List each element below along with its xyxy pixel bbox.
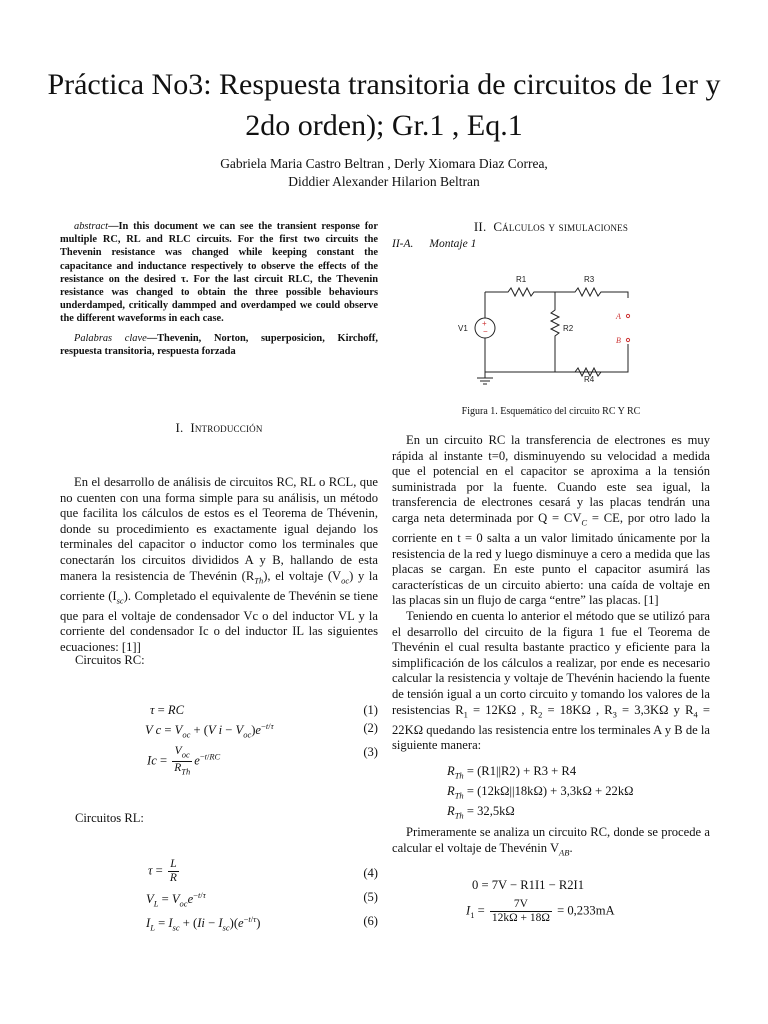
kvl-text: 0 = 7V − R1I1 − R2I1 (472, 878, 585, 892)
rth-equation-3: = 32,5kΩ (466, 804, 515, 818)
svg-text:+: + (482, 319, 487, 328)
equation-5: $V_L = V_{oc}e^{-t/\tau}$ (5) (146, 890, 378, 909)
keywords-paragraph (60, 332, 378, 358)
equation-number: (4) (363, 866, 378, 880)
equation-6: $I_L = I_{sc} + (Ii - I_{sc})(e^{-t/\tau})$ (6) (146, 914, 378, 933)
thev-text-d: = 3,3KΩ y R (616, 702, 694, 717)
vth-text-end: . (569, 840, 573, 855)
section-heading-calculos (392, 219, 710, 235)
section-heading-intro (60, 420, 378, 436)
intro-text-d: ). Completado el equivalente de Thevénin se tiene que para el voltaje de condensador Vc o del inductor VL y la corriente del condensador Ic o del inductor IL las siguientes ecuaciones: [1]] (60, 588, 378, 654)
section-title: Cálculos y simulaciones (493, 219, 629, 234)
rc-label: Circuitos RC: (75, 653, 145, 667)
abstract-label: abstract (74, 221, 109, 232)
intro-paragraph: En el desarrollo de análisis de circuitos RC, RL o RCL, que no cuenten con una forma simple para su análisis, un método que facilita los cálculos de estos es el Teorema de Thévenin, donde su procedimiento es exactamente igual dejando los terminales del capacitor o inductor como los terminales que conectarán los circuitos divididos A y B, hallando de esta manera la resistencia de Thevénin $(R_{Th})$, el voltaje $(V_{oc})$ y la corriente $(I_{sc})$. Completado el equivalente de Thevénin se tiene que para el voltaje de condensador Vc o del inductor VL y la corriente del condensador Ic o del inductor IL las siguientes ecuaciones: [1]] (60, 475, 378, 654)
i1-equation: $I_1$ = $\frac{7V}{12k\Omega + 18\Omega}$ = 0,233mA (466, 898, 615, 924)
i1-denominator: 12kΩ + 18Ω (491, 912, 550, 924)
vth-text: Primeramente se analiza un circuito RC, donde se procede a calcular el voltaje de Thevénin V (392, 825, 710, 855)
label-v1: V1 (458, 324, 468, 333)
rth-equation-2: = (12kΩ||18kΩ) + 3,3kΩ + 22kΩ (466, 784, 634, 798)
keywords-label: Palabras clave (74, 332, 147, 344)
equation-number: (3) (363, 745, 378, 759)
rc-paragraph-1: En un circuito RC la transferencia de electrones es muy rápida al instante t=0, disminuyendo su velocidad a medida que el potencial en el capacitor se aproxima a la tensión suministrada por la fuente. Cuando este sea igual, la transferencia de electrones cesará y las placas tendrán una carga neta determinada por $Q = CV_C$ = CE, por otro lado la corriente en t = 0 salta a un valor limitado únicamente por la resistencia de la red y luego disminuye a cero a medida que las placas se cargan. En este punto el capacitor asumirá las características de un circuito abierto: una caída de voltaje en las placas sin un flujo de carga “entre” las placas. [1] (392, 433, 710, 608)
equation-number: (6) (363, 914, 378, 928)
label-r1: R1 (516, 275, 527, 284)
label-r2: R2 (563, 324, 574, 333)
subsection-number: II-A. (392, 238, 414, 250)
terminal-a: A (616, 312, 621, 321)
thev-text-a: Teniendo en cuenta lo anterior el método que se utilizó para el desarrollo del circuito de la figura 1 fue el Teorema de Thevénin el cual resulta bastante practico y eficiente para la simplificación de los cálculos a realizar, por ende es necesario calcular la resistencia y voltaje de Thevénin haciendo la fuente de tensión igual a un corto circuito y tomando los valores de la resistencias R (392, 609, 710, 717)
rc-para-text-a: En un circuito RC la transferencia de electrones es muy rápida al instante t=0, disminuyendo su velocidad a medida que el potencial en el capacitor se aproxima a la tensión suministrada por la fuente. Cuando este sea igual, la transferencia de electrones cesará y las placas tendrán una carga neta determinada por Q = CV (392, 433, 710, 525)
rl-label: Circuitos RL: (75, 811, 144, 825)
label-r3: R3 (584, 275, 595, 284)
equation-3: Ic = $\frac{V_{oc}}{R_{Th}}$ $e^{-t/RC}$ (3) (147, 745, 378, 777)
keywords-text: —Thevenin, Norton, superposicion, Kirchoff, respuesta transitoria, respuesta forzada (60, 332, 378, 357)
equation-1: τ = RC (1) (150, 703, 378, 717)
equation-number: (2) (363, 721, 378, 735)
thev-text-c: = 18KΩ , R (542, 702, 613, 717)
equation-number: (1) (363, 703, 378, 717)
rc-para-text-b: = CE, por otro lado la corriente en t = 0 salta a un valor limitado únicamente por la resistencia de la red y luego disminuye a cero a medida que las placas se cargan. En este punto el capacitor asumirá las características de un circuito abierto: una caída de voltaje en las placas sin un flujo de carga “entre” las placas. [1] (392, 510, 710, 608)
terminal-b: B (616, 336, 621, 345)
abstract (60, 220, 378, 364)
authors-line-1: Gabriela Maria Castro Beltran , Derly Xiomara Diaz Correa, (220, 156, 548, 171)
intro-text-c: ) y la corriente (I (60, 568, 378, 603)
rth-equation-1: = (R1||R2) + R3 + R4 (466, 764, 577, 778)
thev-text-b: = 12KΩ , R (467, 702, 539, 717)
thevenin-paragraph: Teniendo en cuenta lo anterior el método que se utilizó para el desarrollo del circuito de la figura 1 fue el Teorema de Thevénin el cual resulta bastante practico y eficiente para la simplificación de los cálculos a realizar, por ende es necesario calcular la resistencia y voltaje de Thevénin haciendo la fuente de tensión igual a un corto circuito y tomando los valores de la resistencias $R_1 = 12K\Omega$ , $R_2 = 18K\Omega$ , $R_3 = 3,3K\Omega$ y $R_4 = 22K\Omega$ quedando las resistencia entre los terminales A y B de la siguiente manera: (392, 609, 710, 753)
svg-text:−: − (483, 327, 488, 336)
equation-number: (5) (363, 890, 378, 904)
label-r4: R4 (584, 375, 595, 384)
subsection-title: Montaje 1 (429, 238, 477, 250)
subsection-heading (392, 238, 476, 250)
section-number: I. (175, 420, 184, 435)
intro-text-b: ), el voltaje (V (263, 568, 342, 583)
rl-equations (60, 858, 378, 936)
rc-paragraphs (392, 433, 710, 754)
equation-2: V $c = V_{oc} + (V$ $i - V_{oc})e^{-t/\tau}$ (2) (145, 721, 378, 740)
abstract-text: —In this document we can see the transient response for multiple RC, RL and RLC circuits. For the first two circuits the Thevenin resistance was changed while keeping constant the capacitance and inductance respectively to observe the effects of the resistance on the desired τ. For the last circuit RLC, the Thevenin resistance was changed to obtain the three possible behaviours underdamped, critically dammped and overdamped we could observe the different waveforms in each case. (60, 221, 378, 325)
abstract-paragraph (60, 220, 378, 326)
rc-equations (60, 703, 378, 781)
section-title: Introducción (190, 420, 263, 435)
section-number: II. (473, 219, 487, 234)
i1-numerator: 7V (490, 898, 552, 912)
i1-result: = 0,233mA (557, 903, 615, 918)
paper-title: Práctica No3: Respuesta transitoria de circuitos de 1er y 2do orden); Gr.1 , Eq.1 (47, 68, 721, 142)
intro-text-a: En el desarrollo de análisis de circuitos RC, RL o RCL, que no cuenten con una forma simple para su análisis, un método que facilita los cálculos de estos es el Teorema de Thévenin, donde su procedimiento es exactamente igual dejando los terminales del capacitor o inductor como los terminales que conectarán los circuitos divididos A y B, hallando de esta manera la resistencia de Thevénin (R (60, 475, 378, 583)
figure-caption: Figura 1. Esquemático del circuito RC Y RC (461, 406, 641, 417)
kvl-equation (472, 878, 584, 893)
circuit-schematic (440, 272, 640, 387)
equation-4: τ = $\frac{L}{R}$ (4) (148, 858, 378, 884)
thev-text-e: = 22KΩ quedando las resistencia entre los terminales A y B de la siguiente manera: (392, 702, 710, 753)
vth-paragraph: Primeramente se analiza un circuito RC, donde se procede a calcular el voltaje de Thevénin $V_{AB}$. (392, 825, 710, 858)
authors-line-2: Diddier Alexander Hilarion Beltran (288, 174, 480, 189)
authors (40, 155, 728, 191)
rth-equations: $R_{Th} = (R1||R2) + R3 + R4$ $R_{Th} = (12k\Omega||18k\Omega) + 3,3k\Omega + 22k\Omega$ $R_{Th} = 32,5k\Omega$ (447, 764, 634, 821)
